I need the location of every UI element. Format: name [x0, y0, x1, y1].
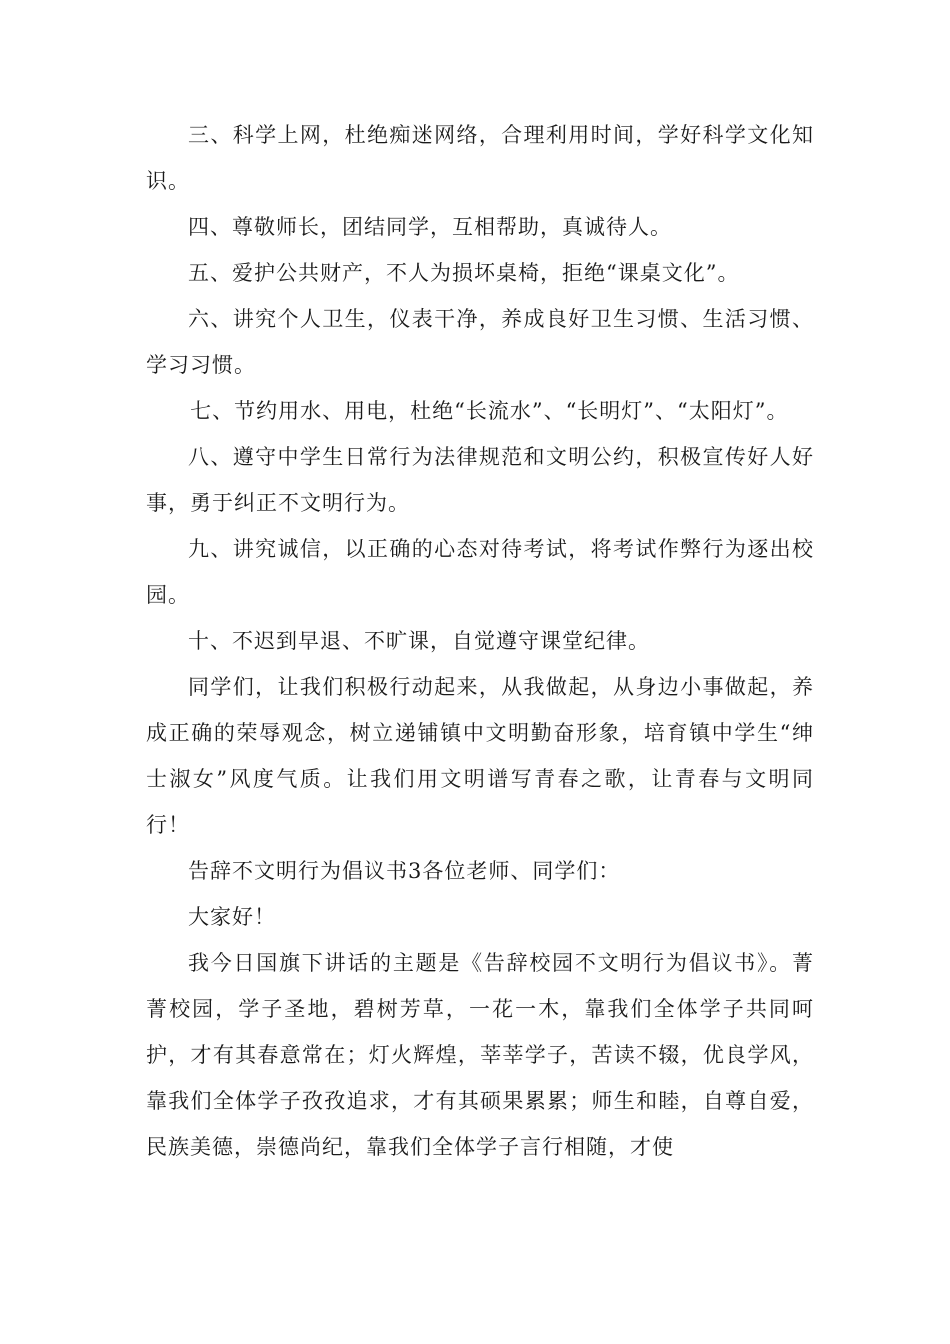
paragraph-item-5: 五、爱护公共财产，不人为损坏桌椅，拒绝“课桌文化”。 [188, 261, 740, 285]
paragraph-item-3: 三、科学上网，杜绝痴迷网络，合理利用时间，学好科学文化知识。 [146, 123, 814, 193]
speech-intro-paragraph: 我今日国旗下讲话的主题是《告辞校园不文明行为倡议书》。菁菁校园，学子圣地，碧树芳草，一花一木，靠我们全体学子共同呵护，才有其春意常在；灯火辉煌，莘莘学子，苦读不辍，优良学风，靠我们全体学子孜孜追求，才有其硕果累累；师生和睦，自尊自爱，民族美德，崇德尚纪，靠我们全体学子言行相随，才使 [146, 951, 814, 1159]
greeting-paragraph: 大家好！ [188, 905, 276, 929]
paragraph-item-6: 六、讲究个人卫生，仪表干净，养成良好卫生习惯、生活习惯、学习习惯。 [146, 307, 814, 377]
document-body [146, 112, 814, 1170]
paragraph-item-10: 十、不迟到早退、不旷课，自觉遵守课堂纪律。 [188, 629, 650, 653]
paragraph-item-4: 四、尊敬师长，团结同学，互相帮助，真诚待人。 [188, 215, 672, 239]
second-proposal-heading: 告辞不文明行为倡议书3各位老师、同学们： [188, 859, 621, 883]
paragraph-item-9: 九、讲究诚信，以正确的心态对待考试，将考试作弊行为逐出校园。 [146, 537, 814, 607]
paragraph-item-7: 七、节约用水、用电，杜绝“长流水”、“长明灯”、“太阳灯”。 [190, 399, 789, 423]
closing-appeal-paragraph: 同学们，让我们积极行动起来，从我做起，从身边小事做起，养成正确的荣辱观念，树立递铺镇中文明勤奋形象，培育镇中学生“绅士淑女”风度气质。让我们用文明谱写青春之歌，让青春与文明同行！ [146, 675, 814, 837]
paragraph-item-8: 八、遵守中学生日常行为法律规范和文明公约，积极宣传好人好事，勇于纠正不文明行为。 [146, 445, 814, 515]
